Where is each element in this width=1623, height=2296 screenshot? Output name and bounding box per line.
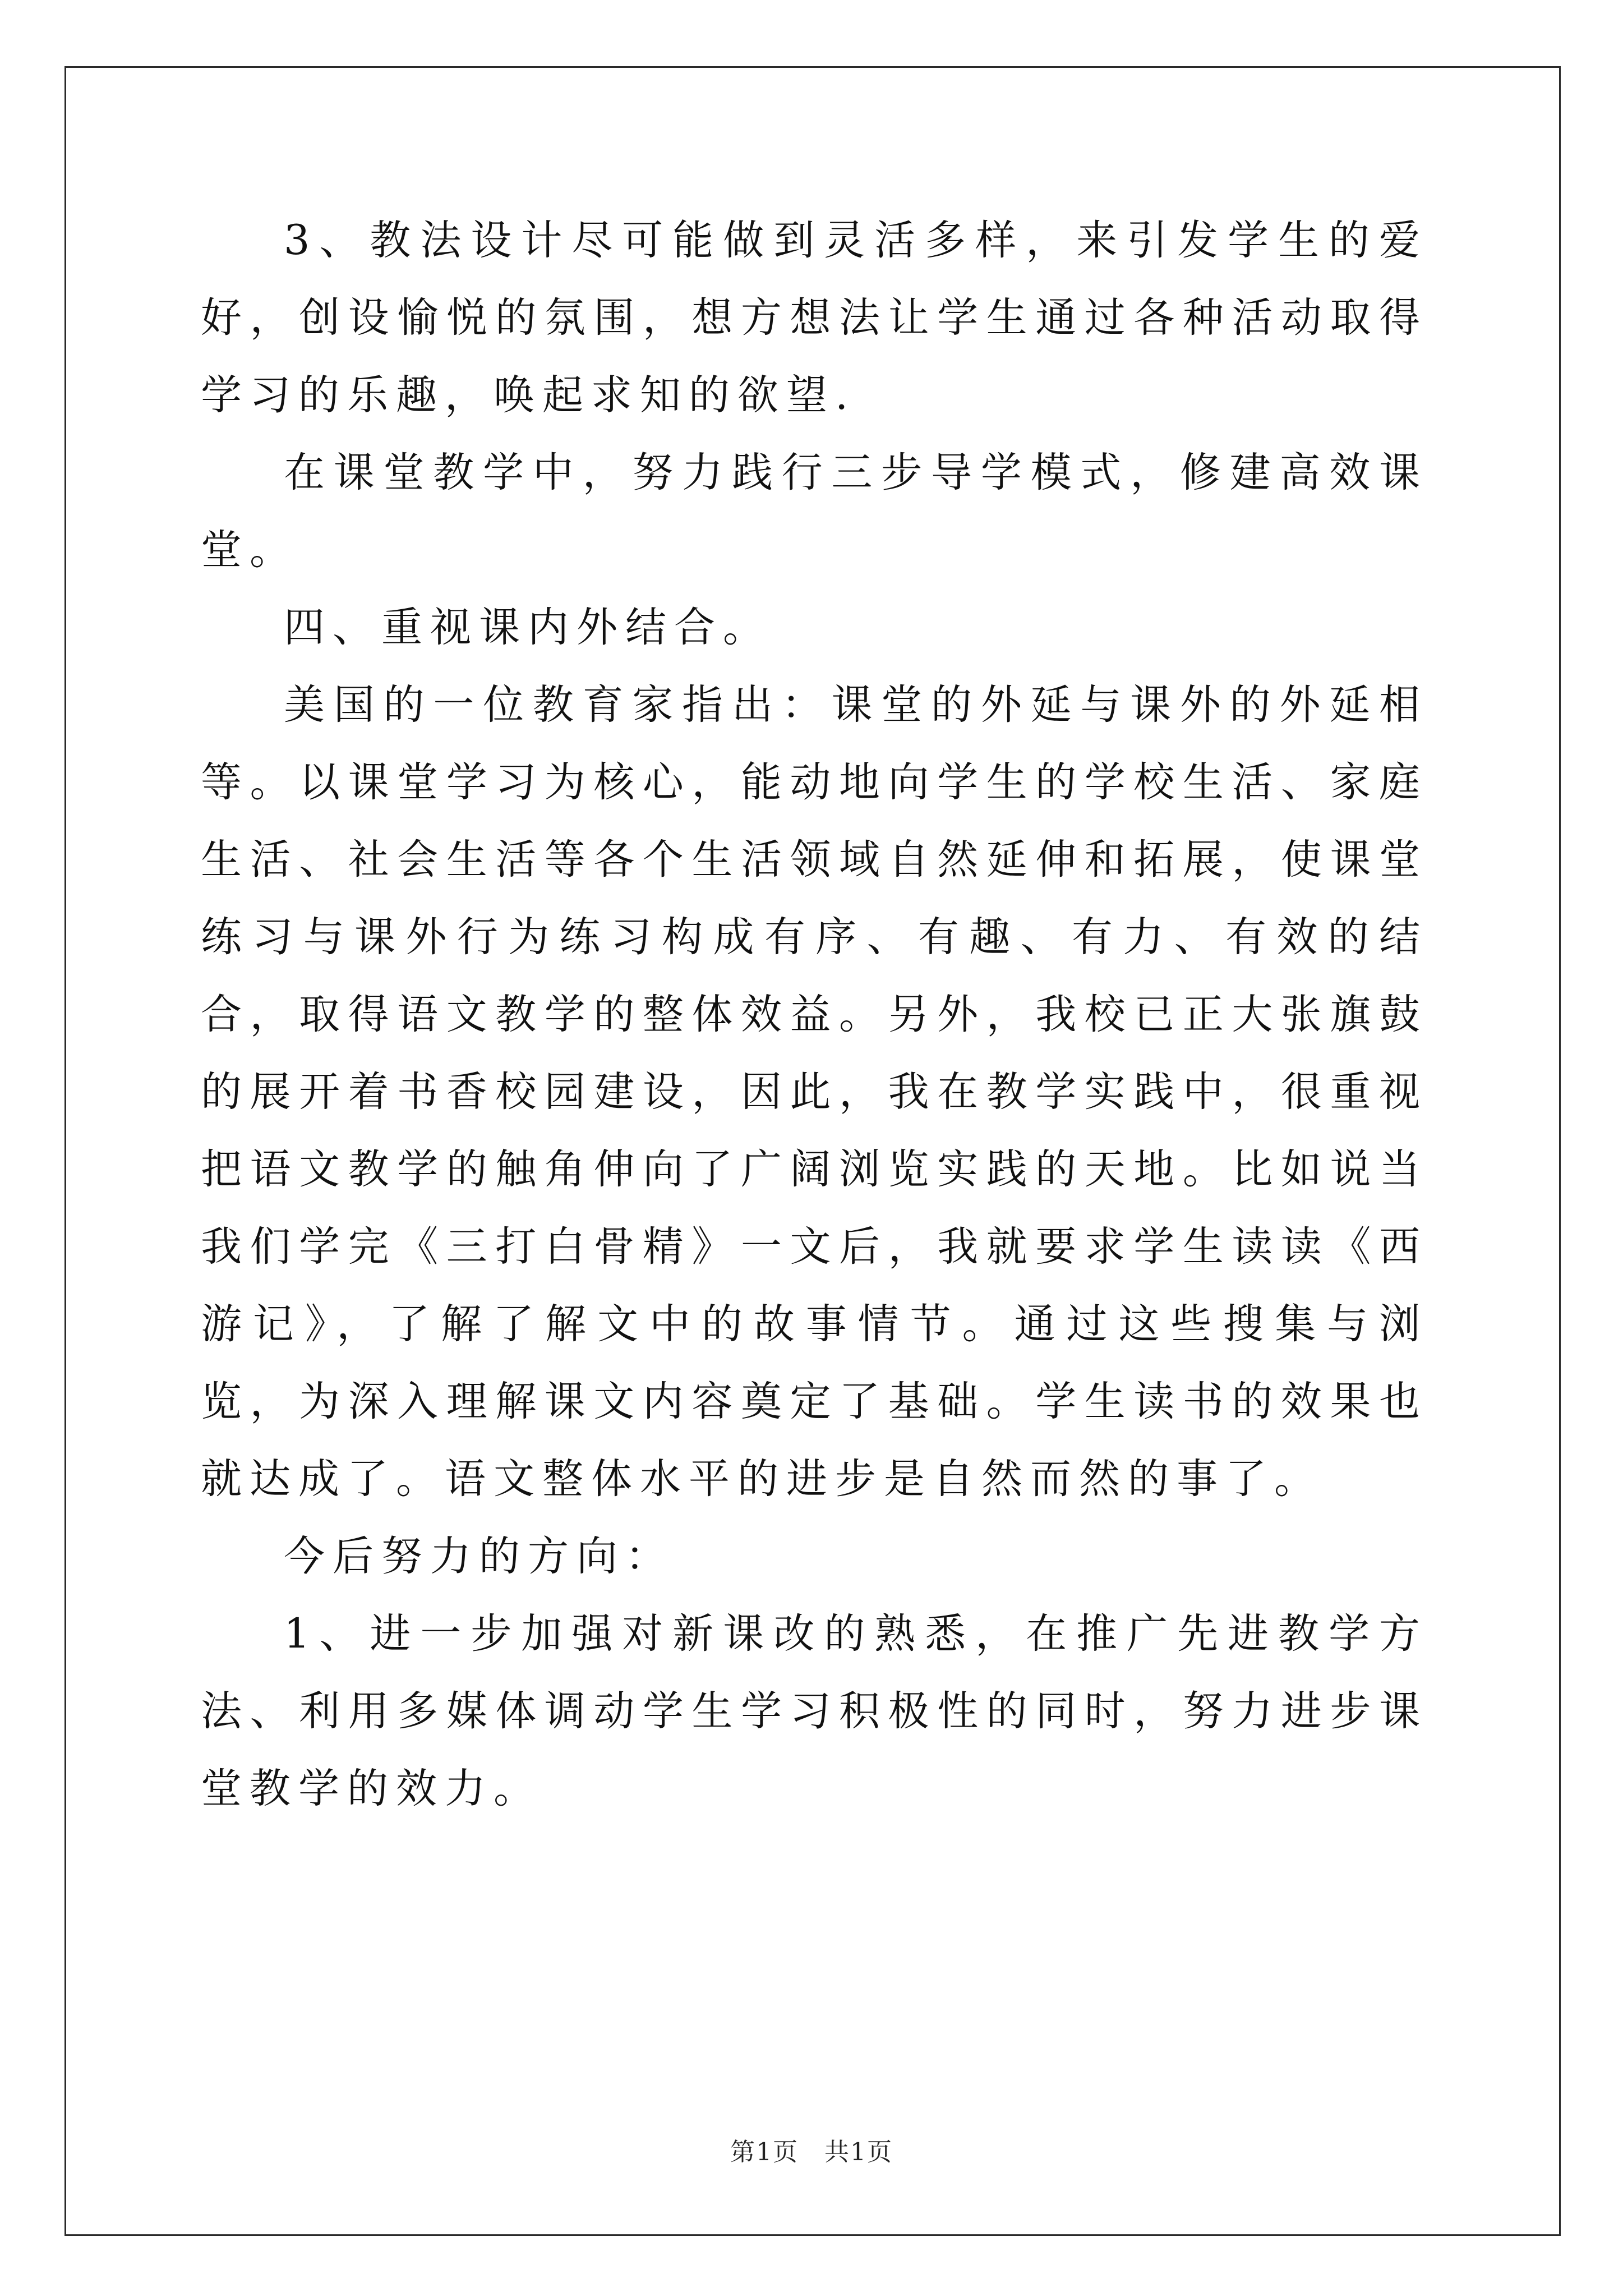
paragraph: 3、教法设计尽可能做到灵活多样，来引发学生的爱好，创设愉悦的氛围，想方想法让学生通过各种活动取得学习的乐趣，唤起求知的欲望.	[201, 217, 1428, 419]
page-number-total: 共1页	[824, 2138, 893, 2166]
page-footer	[0, 2132, 1623, 2168]
paragraph: 1、进一步加强对新课改的熟悉，在推广先进教学方法、利用多媒体调动学生学习积极性的同时，努力进步课堂教学的效力。	[201, 1610, 1428, 1812]
paragraph: 美国的一位教育家指出：课堂的外延与课外的外延相等。以课堂学习为核心，能动地向学生的学校生活、家庭生活、社会生活等各个生活领域自然延伸和拓展，使课堂练习与课外行为练习构成有序、有趣、有力、有效的结合，取得语文教学的整体效益。另外，我校已正大张旗鼓的展开着书香校园建设，因此，我在教学实践中，很重视把语文教学的触角伸向了广阔浏览实践的天地。比如说当我们学完《三打白骨精》一文后，我就要求学生读读《西游记》，了解了解文中的故事情节。通过这些搜集与浏览，为深入理解课文内容奠定了基础。学生读书的效果也就达成了。语文整体水平的进步是自然而然的事了。	[201, 681, 1428, 1503]
paragraph: 今后努力的方向：	[284, 1533, 674, 1580]
section-heading: 四、重视课内外结合。	[284, 604, 772, 651]
paragraph: 在课堂教学中，努力践行三步导学模式，修建高效课堂。	[201, 449, 1428, 574]
page-number-current: 第1页	[730, 2138, 799, 2166]
document-body	[201, 202, 1428, 2025]
